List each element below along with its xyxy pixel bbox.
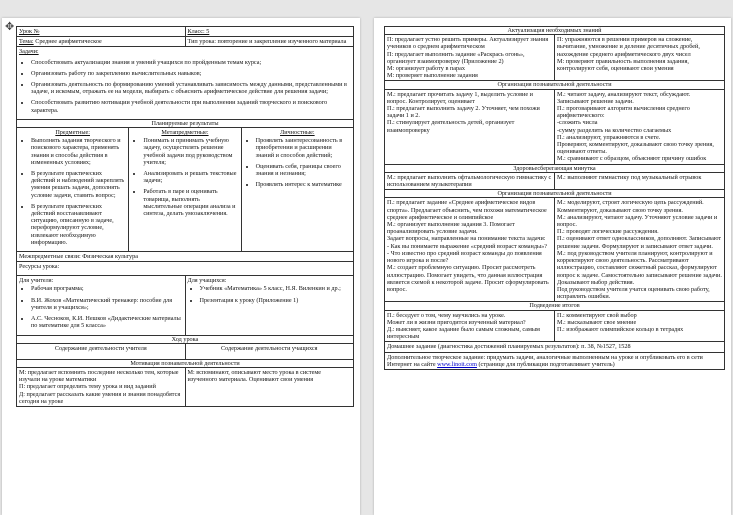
- summary-teacher: П.: беседует о том, чему научились на уроке. Может ли в жизни пригодится изученный материал? Д.: выясняет, какое задание было самым сложным, самым интересным: [387, 311, 540, 341]
- lesson-header-row: [16, 26, 354, 37]
- summary-row: [384, 311, 725, 343]
- creative-task-tail: (странице для публикации подготавливает учитель): [478, 360, 615, 368]
- subject-results: [17, 128, 128, 251]
- creative-task-row: [384, 353, 725, 370]
- linoit-link[interactable]: www.linoit.com: [437, 360, 477, 368]
- task-item: • Способствовать актуализации знания и умений учащихся по пройденным темам курса;: [31, 59, 351, 66]
- tasks-list: [19, 59, 351, 114]
- resources-detail-row: [16, 276, 354, 335]
- student-resources: [185, 276, 354, 334]
- lesson-number-label: Урок №: [19, 28, 40, 35]
- tasks-block: [16, 47, 354, 119]
- resources-row: Ресурсы урока:: [16, 262, 354, 276]
- cognitive-activity-header: Организация познавательной деятельности: [384, 81, 725, 89]
- motivation-teacher: М: предлагает вспомнить последние несколько тем, которые изучали на уроке математики П: предлагает определить тему урока и вид заданий Д: предлагает рассказать какие умения и знания понадобятся сегодня на уроке: [19, 368, 181, 405]
- health-minute-header: Здоровьесберегающая минутка: [384, 165, 725, 173]
- actualization-teacher: П: предлагает устно решить примеры. Актуализирует знания учеников о среднем арифметическом П: предлагает выполнить задание «Раскрась огонь», организует взаимопроверку (Приложение 2) М: организует работу в парах М: проверяет выполнение задания: [387, 36, 549, 80]
- subject-header: Предметные:: [55, 129, 90, 137]
- meta-item: • Понимать и принимать учебную задачу, осуществлять решение учебной задачи под руководством учителя;: [143, 137, 238, 166]
- topic-value: Среднее арифметическое: [35, 38, 102, 46]
- teacher-resource-item: • Рабочая программа;: [31, 285, 183, 292]
- topic-label: Тема:: [19, 38, 34, 46]
- personal-item: • Проявлять заинтересованность в приобретении и расширении знаний и способов действий;: [256, 137, 351, 159]
- student-resources-header: Для учащихся:: [187, 277, 227, 285]
- actualization-student: П: упражняются в решении примеров на сложение, вычитание, умножение и деление десятичных дробей, нахождение среднего арифметического двух чисел М: проверяют правильность выполнения задания, контролируют себя, оценивают свои умения: [554, 35, 724, 80]
- activity-columns-header: [16, 344, 354, 360]
- cognitive-activity-2-student: М.: моделируют, строят логическую цепь рассуждений. Комментируют, доказывают свою точку зрения. М.: анализируют, читают задачу. Уточняют условие задачи и вопрос. П.: проводят логические рассуждения. П.: оценивают ответ одноклассников, дополняют. Записывают решение задачи. Формулируют и записывают ответ задачи. М.: под руководством учителя планируют, контролируют и корректируют свою деятельность. Рассматривают иллюстрацию, составляют сюжетный рассказ, формулируют вопрос к задаче. Самостоятельно записывают решение задачи. Доказывают выбор действия. Под руководством учителя учатся оценивать свою работу, исправлять ошибки.: [554, 198, 724, 301]
- interdisciplinary-row: Межпредметные связи: Физическая культура: [16, 252, 354, 262]
- subject-item: • В результате практических действий и наблюдений закреплять умения решать задачи, дополнять условие задачи, ставить вопрос;: [31, 170, 126, 199]
- motivation-student: М: вспоминают, описывают место урока в системе изученного материала. Оценивают свои умения: [185, 368, 354, 406]
- actualization-header: Актуализация необходимых знаний: [384, 26, 725, 35]
- student-resource-item: • Учебник «Математика» 5 класс, Н.Я. Виленкин и др.;: [200, 285, 352, 292]
- planned-results-header: Планируемые результаты: [16, 120, 354, 128]
- cognitive-activity-2-row: [384, 198, 725, 302]
- document-page-1: [2, 18, 360, 515]
- student-activity-header: Содержание деятельности учащихся: [185, 344, 354, 359]
- document-page-2: [374, 18, 731, 515]
- teacher-activity-header: Содержание деятельности учителя: [54, 344, 147, 352]
- teacher-resource-item: • А.С. Чесноков, К.И. Нешков «Дидактические материалы по математике для 5 класса»: [31, 315, 183, 329]
- subject-item: • Выполнять задания творческого и поискового характера, применять знания и способы действия в измененных условиях;: [31, 137, 126, 166]
- personal-item: • Проявлять интерес к математике: [256, 181, 351, 188]
- meta-item: • Анализировать и решать текстовые задачи;: [143, 170, 238, 184]
- summary-student: П.: комментируют свой выбор М.: высказывают свое мнение П.: изображают олимпийское кольцо в тетрадях: [554, 311, 724, 342]
- cognitive-activity-2-header: Организация познавательной деятельности: [384, 190, 725, 198]
- teacher-resource-item: • В.И. Жохов «Математический тренажер: пособие для учителя и учащихся»;: [31, 297, 183, 311]
- teacher-resources: [17, 276, 185, 334]
- class-label: Класс: 5: [187, 28, 210, 35]
- creative-task-text: Дополнительное творческое задание: придумать задачи, аналогичные выполненным на уроке и опубликовать его в сети Интернет на сайте: [387, 353, 703, 368]
- subject-item: • В результате практических действий восстанавливают ситуацию, описанную в задаче, переформулируют условие, извлекают необходимую информацию.: [31, 203, 126, 246]
- meta-header: Метапредметные:: [161, 129, 209, 137]
- student-resource-item: • Презентация к уроку (Приложение 1): [200, 297, 352, 304]
- actualization-row: [384, 35, 725, 81]
- health-minute-row: [384, 173, 725, 190]
- personal-results: [241, 128, 353, 251]
- lesson-flow-table: [384, 26, 725, 515]
- table-move-handle-icon[interactable]: ✥: [5, 20, 15, 33]
- task-item: • Организовать работу по закреплению вычислительных навыков;: [31, 70, 351, 77]
- planned-results-row: [16, 128, 354, 252]
- cognitive-activity-row: [384, 90, 725, 165]
- motivation-header: Мотивация познавательной деятельности: [16, 360, 354, 368]
- summary-header: Подведение итогов: [384, 302, 725, 310]
- personal-item: • Оценивать себя, границы своего знания и незнания;: [256, 163, 351, 177]
- lesson-plan-table: [16, 26, 354, 515]
- teacher-resources-header: Для учителя:: [19, 277, 54, 285]
- task-item: • Организовать деятельность по формированию умений устанавливать зависимость между данными, представленными в задаче, и искомым, отражать ее на модели, выбирать с объяснить арифметическое действие для решения задачи;: [31, 81, 351, 95]
- tasks-header: Задачи:: [19, 48, 39, 56]
- cognitive-activity-teacher: М.: предлагает прочитать задачу 1, выделить условие и вопрос. Контролирует, оценивает П.: предлагает выполнить задачу 2. Уточняет, чем похожи задачи 1 и 2. П.: стимулирует деятельность детей, организует взаимопроверку: [387, 90, 540, 134]
- task-item: • Способствовать развитию мотивации учебной деятельности при выполнении заданий творческого и поискового характера.: [31, 99, 351, 113]
- cognitive-activity-2-teacher: П.: предлагает задание «Среднее арифметическое видов спорта». Предлагает объяснить, чем похожи математическое среднее арифметическое и олимпийское М.: организует выполнение задания 3. Помогает проанализировать условие задачи. Задает вопросы, направленные на понимание текста задачи: - Как вы понимаете выражение «средний возраст команды»? - Что известно про средний возраст команды до появления нового игрока и после? М.: создает проблемную ситуацию. Просит рассмотреть иллюстрацию. Помогает увидеть, что данная иллюстрация является схемой к некоторой задаче. Просит сформулировать вопрос.: [387, 199, 549, 293]
- homework-row: Домашнее задание (диагностика достижений планируемых результатов): п. 38, №1527, 1528: [384, 342, 725, 352]
- meta-results: [128, 128, 240, 251]
- cognitive-activity-student: М.: читают задачу, анализируют текст, обсуждают. Записывают решение задачи. П.: проговаривают алгоритм вычисления среднего арифметического: -сложить числа -сумму разделить на количество слагаемых П.: анализируют, упражняются в счете. Проверяют, комментируют, доказывают свою точку зрения, оценивают ответы. М.: сравнивают с образцом, объясняют причину ошибок: [554, 90, 724, 164]
- personal-header: Личностные:: [280, 129, 315, 137]
- lesson-type: Тип урока: повторение и закрепление изученного материала: [187, 38, 347, 46]
- lesson-flow-header: Ход урока: [16, 336, 354, 344]
- health-minute-teacher: М.: предлагает выполнить офтальмологическую гимнастику с использованием музыкотерапии: [387, 173, 552, 189]
- motivation-row: [16, 368, 354, 407]
- health-minute-student: М.: выполняют гимнастику под музыкальный отрывок: [554, 173, 724, 189]
- topic-row: [16, 37, 354, 47]
- meta-item: • Работать в паре и оценивать товарища, выполнять мыслительные операции анализа и синтеза, делать умозаключения.: [143, 188, 238, 217]
